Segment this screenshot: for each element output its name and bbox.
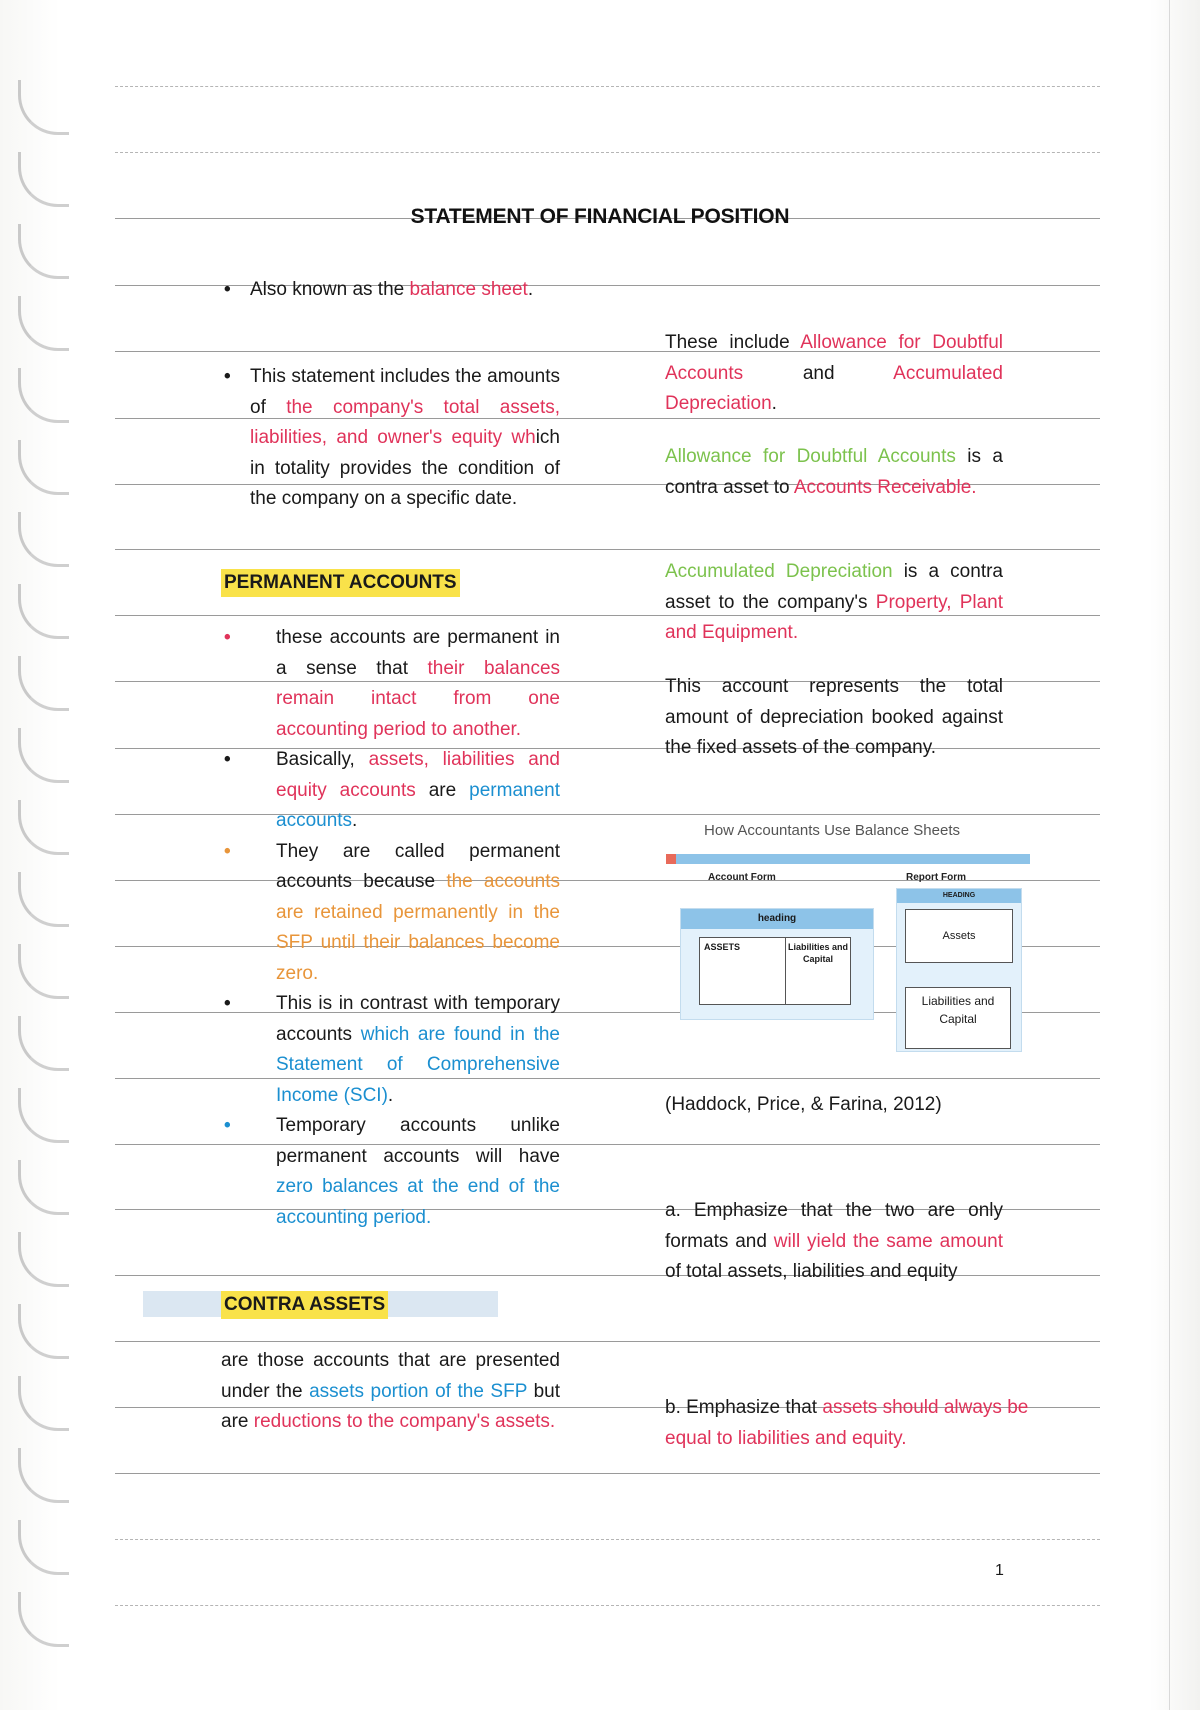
ruled-line	[115, 86, 1100, 87]
paragraph-highlight: Allowance for Doubtful Accounts	[665, 446, 956, 467]
item-highlight: which are found in the Statement of Comprehensive Income (SCI)	[276, 1023, 560, 1106]
definition-text: but are	[221, 1380, 560, 1432]
binder-hole	[18, 296, 69, 351]
permanent-heading-wrap	[221, 568, 460, 599]
paragraph-text: is a contra asset to the company's	[665, 561, 1003, 613]
bullet-dot: •	[224, 366, 231, 387]
bullet-highlight: the company's total assets, liabilities, and owner's equity wh	[250, 396, 561, 448]
item-text: Basically,	[276, 749, 369, 770]
ruled-line	[115, 1078, 1100, 1079]
assets-label: ASSETS	[704, 942, 741, 952]
binder-hole	[18, 1304, 69, 1359]
item-text: these accounts are permanent in a sense that	[276, 627, 560, 679]
definition-highlight: reductions to the company's assets.	[253, 1411, 556, 1432]
liabilities-label: Liabilities and Capital	[787, 942, 848, 964]
accumulated-paragraph	[665, 557, 1003, 649]
paragraph-highlight: Accounts Receivable.	[793, 476, 977, 498]
binder-hole	[18, 584, 69, 639]
binder-hole	[18, 1016, 69, 1071]
binder-hole	[18, 872, 69, 927]
definition-text: are those accounts that are presented under the	[221, 1350, 560, 1402]
bullet-statement	[224, 362, 561, 515]
page-edge	[1169, 0, 1170, 1710]
binder-hole	[18, 1160, 69, 1215]
note-highlight: assets should always be equal to liabilities and equity.	[665, 1397, 1029, 1449]
paragraph-text: and	[743, 362, 894, 384]
note-text: a. Emphasize that the two are only formats and	[665, 1200, 1003, 1252]
list-item	[224, 989, 560, 1111]
report-form-diagram	[896, 888, 1022, 1052]
account-form-assets	[699, 937, 787, 1005]
bullet-item	[224, 275, 560, 306]
binder-holes	[18, 80, 78, 1640]
report-form-heading: HEADING	[897, 889, 1021, 903]
binder-hole	[18, 368, 69, 423]
definition-highlight: assets portion of the SFP	[309, 1380, 528, 1402]
list-item	[224, 745, 560, 837]
item-text: are	[415, 779, 470, 801]
bullet-dot: •	[224, 1115, 231, 1136]
contra-assets-heading: CONTRA ASSETS	[221, 1291, 388, 1319]
account-form-label: Account Form	[708, 872, 776, 883]
item-text: Temporary accounts unlike permanent accounts will have	[276, 1115, 560, 1167]
report-form-assets: Assets	[905, 909, 1013, 963]
binder-hole	[18, 656, 69, 711]
note-b	[665, 1393, 1065, 1454]
account-form-diagram	[680, 908, 874, 1020]
bullet-text: ich in totality provides the condition of the company on a specific date.	[250, 427, 560, 509]
page-number: 1	[995, 1562, 1004, 1579]
binder-hole	[18, 1520, 69, 1575]
figure-title: How Accountants Use Balance Sheets	[704, 822, 960, 839]
note-text: of total assets, liabilities and equity	[665, 1261, 958, 1282]
bullet-text: This statement includes the amounts of	[250, 366, 560, 418]
binder-hole	[18, 1376, 69, 1431]
bullet-dot: •	[224, 993, 231, 1014]
paragraph-highlight: Property, Plant and Equipment.	[665, 591, 1004, 643]
account-form-heading: heading	[681, 909, 873, 929]
binder-hole	[18, 512, 69, 567]
note-text: b. Emphasize that	[665, 1397, 823, 1418]
bullet-dot: •	[224, 279, 231, 300]
contra-heading-wrap	[221, 1290, 388, 1321]
allowance-paragraph	[665, 442, 1003, 503]
page-title: STATEMENT OF FINANCIAL POSITION	[410, 205, 790, 228]
paragraph-highlight: Accumulated Depreciation	[665, 561, 893, 582]
citation: (Haddock, Price, & Farina, 2012)	[665, 1094, 942, 1115]
bullet-text: Also known as the	[250, 279, 410, 300]
binder-hole	[18, 728, 69, 783]
bullet-highlight: balance sheet	[409, 279, 528, 300]
item-text: .	[387, 1084, 394, 1106]
binder-hole	[18, 152, 69, 207]
paragraph-text: These include	[665, 332, 801, 353]
paragraph-text: is a contra asset to	[665, 446, 1003, 498]
item-text: .	[352, 810, 358, 831]
note-a	[665, 1196, 1003, 1288]
item-text: This is in contrast with temporary accounts	[276, 993, 560, 1045]
item-text: They are called permanent accounts because	[276, 840, 560, 892]
represents-paragraph: This account represents the total amount of depreciation booked against the fixed assets of the company.	[665, 676, 1003, 758]
bullet-text: .	[527, 279, 534, 300]
balance-sheet-figure	[662, 818, 1040, 1050]
item-highlight: assets, liabilities and equity accounts	[276, 749, 560, 801]
binder-hole	[18, 800, 69, 855]
ruled-line	[115, 1539, 1100, 1540]
binder-hole	[18, 224, 69, 279]
binder-hole	[18, 1592, 69, 1647]
contra-definition	[221, 1346, 560, 1438]
ruled-line	[115, 1144, 1100, 1145]
paragraph-highlight: Accumulated Depreciation	[665, 362, 1003, 414]
ruled-line	[115, 1473, 1100, 1474]
binder-hole	[18, 944, 69, 999]
account-form-liabilities	[785, 937, 851, 1005]
paragraph-text: .	[771, 393, 777, 414]
list-item	[224, 837, 560, 990]
bullet-aka	[224, 275, 560, 306]
ruled-line	[115, 814, 1100, 815]
permanent-list	[224, 623, 561, 1233]
bullet-dot: •	[224, 749, 231, 770]
bullet-dot: •	[224, 840, 231, 862]
ruled-line	[115, 549, 1100, 550]
ruled-line	[115, 1341, 1100, 1342]
list-item	[224, 623, 561, 745]
binder-hole	[18, 1088, 69, 1143]
contra-includes	[665, 328, 1003, 420]
bullet-dot: •	[224, 627, 231, 648]
binder-hole	[18, 440, 69, 495]
item-highlight: zero balances at the end of the accounting period.	[276, 1176, 560, 1228]
binder-hole	[18, 80, 69, 135]
figure-header-bar	[666, 854, 1030, 864]
item-highlight: their balances remain intact from one accounting period to another.	[276, 657, 561, 740]
bullet-item	[224, 362, 561, 515]
permanent-accounts-heading: PERMANENT ACCOUNTS	[221, 569, 460, 597]
ruled-line	[115, 1605, 1100, 1606]
item-highlight: permanent accounts	[276, 779, 560, 831]
binder-hole	[18, 1448, 69, 1503]
report-form-label: Report Form	[906, 872, 966, 883]
note-highlight: will yield the same amount	[773, 1230, 1003, 1252]
paragraph-highlight: Allowance for Doubtful Accounts	[665, 332, 1004, 384]
list-item	[224, 1111, 560, 1233]
item-highlight: the accounts are retained permanently in the SFP until their balances become zero.	[276, 871, 560, 984]
report-form-liabilities: Liabilities and Capital	[905, 987, 1011, 1049]
ruled-line	[115, 152, 1100, 153]
binder-hole	[18, 1232, 69, 1287]
